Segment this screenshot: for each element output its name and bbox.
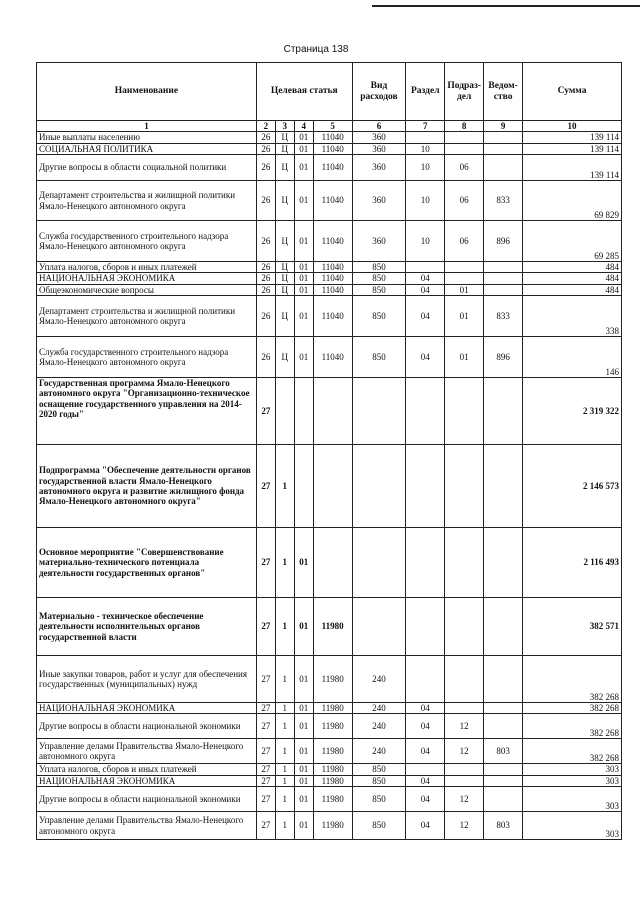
- table-row: [37, 764, 622, 775]
- row-code-cell: 1: [275, 528, 294, 598]
- col-header-section: Раздел: [406, 63, 445, 121]
- row-name-cell: Другие вопросы в области социальной политики: [37, 155, 257, 181]
- row-section-cell: 04: [406, 739, 445, 764]
- row-subsection-cell: [445, 764, 484, 775]
- col-number: 6: [352, 121, 406, 132]
- row-section-cell: 04: [406, 775, 445, 786]
- table-row: [37, 337, 622, 378]
- row-amount-cell: 146: [523, 337, 622, 378]
- row-section-cell: 10: [406, 143, 445, 154]
- row-name-cell: Департамент строительства и жилищной политики Ямало-Ненецкого автономного округа: [37, 296, 257, 337]
- row-code-cell: 1: [275, 787, 294, 812]
- row-subsection-cell: [445, 273, 484, 284]
- row-code-cell: Ц: [275, 181, 294, 221]
- col-header-expense-type: Вид расходов: [352, 63, 406, 121]
- row-code-cell: 1: [275, 445, 294, 528]
- row-department-cell: [484, 775, 523, 786]
- row-subsection-cell: [445, 262, 484, 273]
- row-code-cell: 11980: [313, 775, 352, 786]
- table-row: [37, 528, 622, 598]
- row-subsection-cell: [445, 528, 484, 598]
- row-subsection-cell: 01: [445, 296, 484, 337]
- col-number: 7: [406, 121, 445, 132]
- row-code-cell: [313, 445, 352, 528]
- row-expense-type-cell: [352, 378, 406, 445]
- row-expense-type-cell: 240: [352, 656, 406, 703]
- row-code-cell: 01: [294, 656, 313, 703]
- row-expense-type-cell: 850: [352, 262, 406, 273]
- row-code-cell: Ц: [275, 221, 294, 262]
- row-code-cell: 27: [256, 528, 275, 598]
- row-amount-cell: 484: [523, 262, 622, 273]
- row-department-cell: [484, 703, 523, 714]
- row-code-cell: 26: [256, 296, 275, 337]
- row-code-cell: 27: [256, 764, 275, 775]
- row-code-cell: 11040: [313, 262, 352, 273]
- row-department-cell: 833: [484, 181, 523, 221]
- row-code-cell: 01: [294, 181, 313, 221]
- col-header-name: Наименование: [37, 63, 257, 121]
- row-section-cell: [406, 378, 445, 445]
- row-code-cell: 01: [294, 812, 313, 840]
- table-row: [37, 221, 622, 262]
- row-section-cell: 04: [406, 296, 445, 337]
- table-row: [37, 296, 622, 337]
- row-name-cell: НАЦИОНАЛЬНАЯ ЭКОНОМИКА: [37, 775, 257, 786]
- row-code-cell: 11980: [313, 703, 352, 714]
- row-expense-type-cell: 240: [352, 739, 406, 764]
- row-code-cell: 11040: [313, 181, 352, 221]
- row-amount-cell: 69 829: [523, 181, 622, 221]
- row-code-cell: 27: [256, 598, 275, 656]
- table-row: [37, 262, 622, 273]
- table-row: [37, 812, 622, 840]
- row-name-cell: Подпрограмма "Обеспечение деятельности органов государственной власти Ямало-Ненецкого автономного округа и развитие жилищного фонда Ямало-Ненецкого автономного округа": [37, 445, 257, 528]
- row-name-cell: Иные выплаты населению: [37, 132, 257, 143]
- row-code-cell: Ц: [275, 273, 294, 284]
- row-expense-type-cell: 850: [352, 337, 406, 378]
- row-expense-type-cell: 850: [352, 775, 406, 786]
- row-name-cell: НАЦИОНАЛЬНАЯ ЭКОНОМИКА: [37, 703, 257, 714]
- row-expense-type-cell: 240: [352, 703, 406, 714]
- table-row: [37, 132, 622, 143]
- row-name-cell: Уплата налогов, сборов и иных платежей: [37, 764, 257, 775]
- row-expense-type-cell: 850: [352, 284, 406, 295]
- table-header-row: [37, 63, 622, 121]
- row-subsection-cell: 06: [445, 155, 484, 181]
- row-code-cell: 27: [256, 703, 275, 714]
- col-number: 4: [294, 121, 313, 132]
- row-department-cell: [484, 787, 523, 812]
- row-code-cell: 26: [256, 284, 275, 295]
- row-subsection-cell: 01: [445, 284, 484, 295]
- row-expense-type-cell: [352, 528, 406, 598]
- row-department-cell: [484, 284, 523, 295]
- table-row: [37, 703, 622, 714]
- row-code-cell: Ц: [275, 284, 294, 295]
- row-code-cell: [313, 378, 352, 445]
- row-code-cell: [294, 445, 313, 528]
- row-code-cell: 01: [294, 155, 313, 181]
- table-row: [37, 714, 622, 739]
- row-code-cell: 01: [294, 143, 313, 154]
- row-expense-type-cell: [352, 445, 406, 528]
- table-row: [37, 181, 622, 221]
- row-department-cell: 803: [484, 812, 523, 840]
- row-code-cell: 11040: [313, 337, 352, 378]
- row-code-cell: Ц: [275, 132, 294, 143]
- col-number: 5: [313, 121, 352, 132]
- row-code-cell: 27: [256, 445, 275, 528]
- row-code-cell: 01: [294, 262, 313, 273]
- row-department-cell: [484, 262, 523, 273]
- table-row: [37, 143, 622, 154]
- row-name-cell: Другие вопросы в области национальной экономики: [37, 714, 257, 739]
- row-code-cell: 11040: [313, 155, 352, 181]
- row-code-cell: 1: [275, 598, 294, 656]
- row-amount-cell: 303: [523, 764, 622, 775]
- col-header-amount: Сумма: [523, 63, 622, 121]
- col-number: 9: [484, 121, 523, 132]
- col-number: 3: [275, 121, 294, 132]
- row-code-cell: 11980: [313, 739, 352, 764]
- row-code-cell: 27: [256, 656, 275, 703]
- row-code-cell: Ц: [275, 337, 294, 378]
- row-code-cell: 27: [256, 787, 275, 812]
- row-subsection-cell: 12: [445, 714, 484, 739]
- row-department-cell: [484, 598, 523, 656]
- row-subsection-cell: [445, 775, 484, 786]
- row-amount-cell: 382 268: [523, 703, 622, 714]
- row-code-cell: 27: [256, 775, 275, 786]
- row-subsection-cell: 12: [445, 739, 484, 764]
- row-code-cell: 01: [294, 221, 313, 262]
- row-name-cell: СОЦИАЛЬНАЯ ПОЛИТИКА: [37, 143, 257, 154]
- row-code-cell: 1: [275, 764, 294, 775]
- row-department-cell: [484, 445, 523, 528]
- row-code-cell: 27: [256, 378, 275, 445]
- page-number-label: Страница 138: [283, 44, 349, 55]
- table-row: [37, 787, 622, 812]
- row-code-cell: 01: [294, 273, 313, 284]
- row-code-cell: 11980: [313, 656, 352, 703]
- row-name-cell: Иные закупки товаров, работ и услуг для обеспечения государственных (муниципальных) нужд: [37, 656, 257, 703]
- table-row: [37, 273, 622, 284]
- row-code-cell: 26: [256, 221, 275, 262]
- row-subsection-cell: [445, 132, 484, 143]
- row-code-cell: 11040: [313, 221, 352, 262]
- row-section-cell: 04: [406, 703, 445, 714]
- table-row: [37, 656, 622, 703]
- row-name-cell: Служба государственного строительного надзора Ямало-Ненецкого автономного округа: [37, 337, 257, 378]
- row-subsection-cell: [445, 143, 484, 154]
- row-department-cell: [484, 714, 523, 739]
- row-expense-type-cell: 850: [352, 273, 406, 284]
- col-number: 8: [445, 121, 484, 132]
- row-amount-cell: 338: [523, 296, 622, 337]
- row-code-cell: Ц: [275, 143, 294, 154]
- row-section-cell: 10: [406, 181, 445, 221]
- row-code-cell: 01: [294, 714, 313, 739]
- row-name-cell: Основное мероприятие "Совершенствование материально-технического потенциала деятельности государственных органов": [37, 528, 257, 598]
- row-expense-type-cell: 360: [352, 221, 406, 262]
- row-section-cell: 04: [406, 787, 445, 812]
- row-code-cell: 11980: [313, 787, 352, 812]
- row-code-cell: 01: [294, 284, 313, 295]
- row-amount-cell: 2 146 573: [523, 445, 622, 528]
- row-code-cell: 11040: [313, 132, 352, 143]
- row-section-cell: 04: [406, 812, 445, 840]
- row-section-cell: 04: [406, 284, 445, 295]
- row-name-cell: Государственная программа Ямало-Ненецкого автономного округа "Организационно-техническое оснащение государственного управления на 2014-2020 годы": [37, 378, 257, 445]
- row-expense-type-cell: 850: [352, 787, 406, 812]
- row-expense-type-cell: 850: [352, 764, 406, 775]
- row-name-cell: Управление делами Правительства Ямало-Ненецкого автономного округа: [37, 739, 257, 764]
- row-code-cell: 11980: [313, 598, 352, 656]
- row-code-cell: 27: [256, 739, 275, 764]
- row-subsection-cell: 12: [445, 812, 484, 840]
- row-department-cell: [484, 155, 523, 181]
- row-code-cell: 26: [256, 262, 275, 273]
- row-code-cell: 1: [275, 739, 294, 764]
- col-number: 1: [37, 121, 257, 132]
- row-code-cell: 11040: [313, 296, 352, 337]
- row-code-cell: 01: [294, 296, 313, 337]
- row-code-cell: 01: [294, 764, 313, 775]
- row-code-cell: 11040: [313, 273, 352, 284]
- row-code-cell: 27: [256, 714, 275, 739]
- row-expense-type-cell: 240: [352, 714, 406, 739]
- row-amount-cell: 484: [523, 284, 622, 295]
- row-department-cell: [484, 764, 523, 775]
- row-code-cell: 01: [294, 775, 313, 786]
- row-code-cell: 11980: [313, 764, 352, 775]
- row-expense-type-cell: 850: [352, 296, 406, 337]
- table-row: [37, 598, 622, 656]
- row-name-cell: Служба государственного строительного надзора Ямало-Ненецкого автономного округа: [37, 221, 257, 262]
- row-section-cell: 10: [406, 221, 445, 262]
- row-name-cell: Департамент строительства и жилищной политики Ямало-Ненецкого автономного округа: [37, 181, 257, 221]
- row-expense-type-cell: 360: [352, 132, 406, 143]
- row-department-cell: [484, 656, 523, 703]
- row-code-cell: 26: [256, 181, 275, 221]
- row-subsection-cell: 06: [445, 221, 484, 262]
- row-section-cell: [406, 445, 445, 528]
- row-amount-cell: 303: [523, 787, 622, 812]
- row-code-cell: 1: [275, 714, 294, 739]
- row-department-cell: 803: [484, 739, 523, 764]
- col-number: 10: [523, 121, 622, 132]
- row-code-cell: 26: [256, 132, 275, 143]
- row-expense-type-cell: 360: [352, 143, 406, 154]
- row-code-cell: 26: [256, 337, 275, 378]
- row-amount-cell: 382 268: [523, 739, 622, 764]
- row-code-cell: Ц: [275, 262, 294, 273]
- row-amount-cell: 303: [523, 775, 622, 786]
- row-expense-type-cell: [352, 598, 406, 656]
- row-department-cell: 896: [484, 221, 523, 262]
- row-department-cell: [484, 132, 523, 143]
- row-subsection-cell: 12: [445, 787, 484, 812]
- row-section-cell: [406, 528, 445, 598]
- row-code-cell: 11040: [313, 143, 352, 154]
- row-code-cell: [313, 528, 352, 598]
- row-name-cell: Уплата налогов, сборов и иных платежей: [37, 262, 257, 273]
- row-code-cell: 01: [294, 337, 313, 378]
- row-subsection-cell: [445, 656, 484, 703]
- row-subsection-cell: 01: [445, 337, 484, 378]
- row-amount-cell: 382 268: [523, 656, 622, 703]
- top-edge-line: [372, 5, 640, 7]
- row-amount-cell: 2 319 322: [523, 378, 622, 445]
- table-row: [37, 445, 622, 528]
- col-header-subsection: Подраз-дел: [445, 63, 484, 121]
- row-department-cell: [484, 528, 523, 598]
- row-subsection-cell: 06: [445, 181, 484, 221]
- row-section-cell: 04: [406, 714, 445, 739]
- row-code-cell: 26: [256, 273, 275, 284]
- row-department-cell: 833: [484, 296, 523, 337]
- row-section-cell: [406, 132, 445, 143]
- row-department-cell: 896: [484, 337, 523, 378]
- row-section-cell: 10: [406, 155, 445, 181]
- row-amount-cell: 69 285: [523, 221, 622, 262]
- row-name-cell: Другие вопросы в области национальной экономики: [37, 787, 257, 812]
- row-code-cell: 26: [256, 143, 275, 154]
- col-number: 2: [256, 121, 275, 132]
- row-department-cell: [484, 273, 523, 284]
- row-name-cell: Управление делами Правительства Ямало-Ненецкого автономного округа: [37, 812, 257, 840]
- row-amount-cell: 2 116 493: [523, 528, 622, 598]
- row-code-cell: [294, 378, 313, 445]
- row-code-cell: 26: [256, 155, 275, 181]
- row-code-cell: 1: [275, 656, 294, 703]
- row-section-cell: [406, 262, 445, 273]
- row-amount-cell: 484: [523, 273, 622, 284]
- row-code-cell: 1: [275, 775, 294, 786]
- row-section-cell: 04: [406, 273, 445, 284]
- row-expense-type-cell: 360: [352, 155, 406, 181]
- col-header-target: Целевая статья: [256, 63, 352, 121]
- row-department-cell: [484, 143, 523, 154]
- row-name-cell: Материально - техническое обеспечение деятельности исполнительных органов государственной власти: [37, 598, 257, 656]
- row-code-cell: 01: [294, 739, 313, 764]
- table-row: [37, 739, 622, 764]
- row-code-cell: 1: [275, 812, 294, 840]
- row-code-cell: 01: [294, 132, 313, 143]
- row-section-cell: [406, 598, 445, 656]
- row-code-cell: 01: [294, 787, 313, 812]
- row-amount-cell: 382 268: [523, 714, 622, 739]
- row-code-cell: 11980: [313, 812, 352, 840]
- row-code-cell: 01: [294, 703, 313, 714]
- table-row: [37, 775, 622, 786]
- row-code-cell: 27: [256, 812, 275, 840]
- row-code-cell: 1: [275, 703, 294, 714]
- row-code-cell: Ц: [275, 296, 294, 337]
- row-expense-type-cell: 850: [352, 812, 406, 840]
- row-subsection-cell: [445, 598, 484, 656]
- row-code-cell: [275, 378, 294, 445]
- row-amount-cell: 382 571: [523, 598, 622, 656]
- table-row: [37, 155, 622, 181]
- budget-table: [36, 62, 622, 840]
- row-expense-type-cell: 360: [352, 181, 406, 221]
- row-subsection-cell: [445, 378, 484, 445]
- table-row: [37, 284, 622, 295]
- row-code-cell: 11040: [313, 284, 352, 295]
- row-amount-cell: 139 114: [523, 143, 622, 154]
- row-code-cell: 01: [294, 598, 313, 656]
- row-name-cell: Общеэкономические вопросы: [37, 284, 257, 295]
- row-amount-cell: 303: [523, 812, 622, 840]
- row-amount-cell: 139 114: [523, 155, 622, 181]
- row-code-cell: 11980: [313, 714, 352, 739]
- row-section-cell: 04: [406, 337, 445, 378]
- row-section-cell: [406, 656, 445, 703]
- row-section-cell: [406, 764, 445, 775]
- row-amount-cell: 139 114: [523, 132, 622, 143]
- column-numbers-row: [37, 121, 622, 132]
- row-code-cell: 01: [294, 528, 313, 598]
- row-subsection-cell: [445, 703, 484, 714]
- col-header-department: Ведом-ство: [484, 63, 523, 121]
- row-subsection-cell: [445, 445, 484, 528]
- row-name-cell: НАЦИОНАЛЬНАЯ ЭКОНОМИКА: [37, 273, 257, 284]
- table-row: [37, 378, 622, 445]
- row-code-cell: Ц: [275, 155, 294, 181]
- row-department-cell: [484, 378, 523, 445]
